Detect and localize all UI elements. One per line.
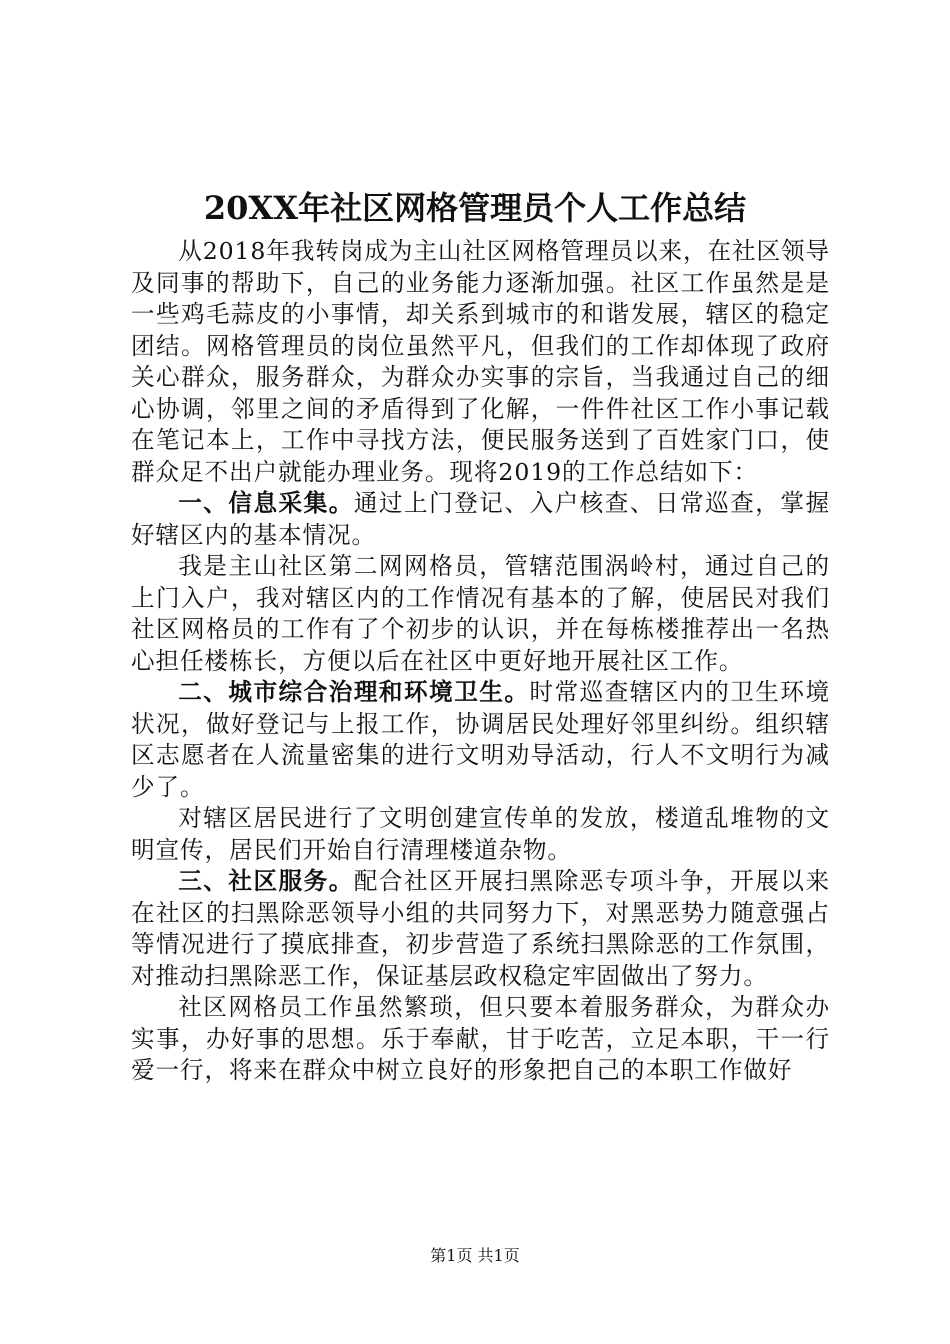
document-title: 20XX年社区网格管理员个人工作总结 [203, 189, 747, 227]
section-2-lead: 时常巡查辖区内的卫生环境状况，做好登记与上报工作，协调居民处理好邻里纠纷。组织辖区志愿者在人流量密集的进行文明劝导活动，行人不文明行为减少了。 [131, 678, 830, 801]
section-3-heading: 三、社区服务。 [178, 867, 354, 895]
document-body [131, 236, 830, 1087]
section-3-lead-paragraph [131, 866, 830, 992]
section-2-heading: 二、城市综合治理和环境卫生。 [178, 678, 530, 706]
section-3-lead: 配合社区开展扫黑除恶专项斗争，开展以来在社区的扫黑除恶领导小组的共同努力下，对黑恶势力随意强占等情况进行了摸底排查，初步营造了系统扫黑除恶的工作氛围，对推动扫黑除恶工作，保证基层政权稳定牢固做出了努力。 [131, 867, 830, 990]
section-2-lead-paragraph [131, 677, 830, 803]
section-2-paragraph: 对辖区居民进行了文明创建宣传单的发放，楼道乱堆物的文明宣传，居民们开始自行清理楼道杂物。 [131, 804, 830, 864]
page-number-footer: 第1页 共1页 [430, 1246, 520, 1265]
section-1-lead: 通过上门登记、入户核查、日常巡查，掌握好辖区内的基本情况。 [131, 489, 830, 549]
intro-paragraph: 从2018年我转岗成为主山社区网格管理员以来，在社区领导及同事的帮助下，自己的业务能力逐渐加强。社区工作虽然是是一些鸡毛蒜皮的小事情，却关系到城市的和谐发展，辖区的稳定团结。网格管理员的岗位虽然平凡，但我们的工作却体现了政府关心群众，服务群众，为群众办实事的宗旨，当我通过自己的细心协调，邻里之间的矛盾得到了化解，一件件社区工作小事记载在笔记本上，工作中寻找方法，便民服务送到了百姓家门口，使群众足不出户就能办理业务。现将2019的工作总结如下： [131, 237, 830, 486]
section-1-paragraph: 我是主山社区第二网网格员，管辖范围涡岭村，通过自己的上门入户，我对辖区内的工作情况有基本的了解，使居民对我们社区网格员的工作有了个初步的认识，并在每栋楼推荐出一名热心担任楼栋长，方便以后在社区中更好地开展社区工作。 [131, 552, 830, 675]
section-1-lead-paragraph [131, 488, 830, 551]
section-1-heading: 一、信息采集。 [178, 489, 354, 517]
section-3-paragraph: 社区网格员工作虽然繁琐，但只要本着服务群众，为群众办实事，办好事的思想。乐于奉献，甘于吃苦，立足本职，干一行爱一行，将来在群众中树立良好的形象把自己的本职工作做好 [131, 993, 830, 1084]
